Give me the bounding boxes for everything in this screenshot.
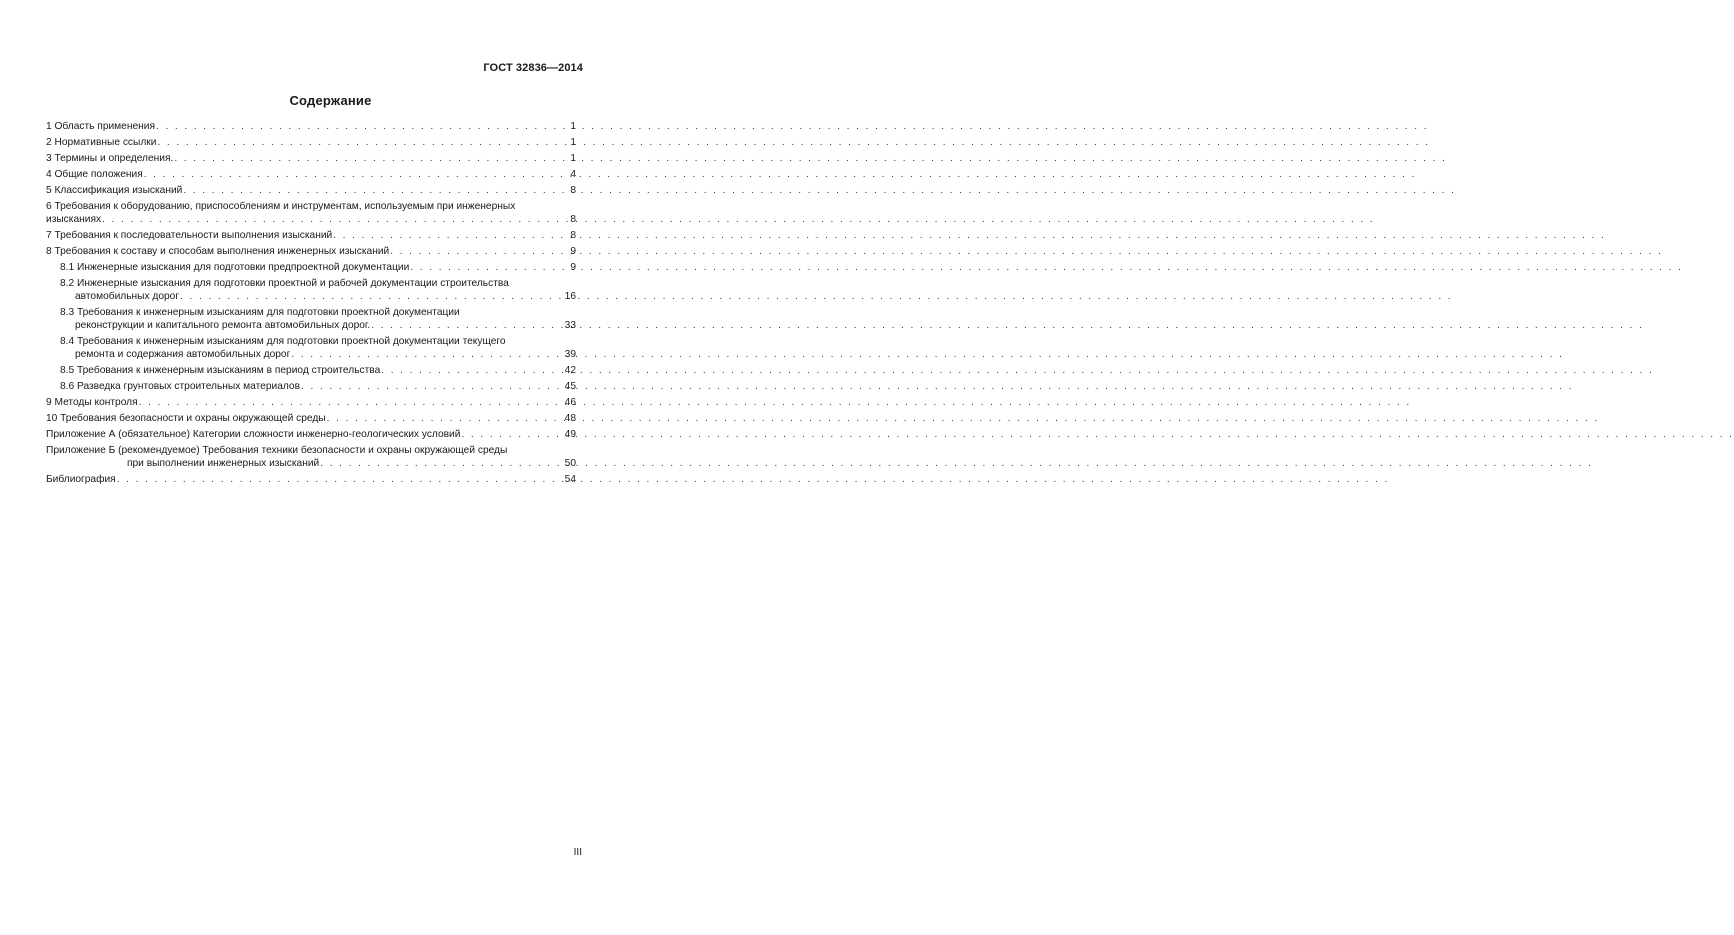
dot-leader (157, 136, 569, 149)
toc-page-number: 48 (564, 413, 576, 424)
toc-entry-text: 10 Требования безопасности и охраны окружающей среды (46, 413, 326, 424)
toc-entry-text-line1: Приложение Б (рекомендуемое) Требования техники безопасности и охраны окружающей среды (46, 445, 508, 456)
page-title: Содержание (289, 93, 372, 108)
dot-leader (410, 261, 569, 274)
toc-entry-appendix-a[interactable] (46, 428, 576, 441)
toc-page-number: 39 (564, 349, 576, 360)
dot-leader (333, 229, 569, 242)
toc-entry-4[interactable] (46, 168, 576, 181)
dot-leader (320, 457, 563, 470)
toc-entry-8-4[interactable] (46, 335, 576, 361)
document-code: ГОСТ 32836—2014 (483, 62, 583, 74)
dot-leader (180, 290, 564, 303)
toc-entry-text: ремонта и содержания автомобильных дорог (75, 349, 291, 360)
toc-entry-text: 2 Нормативные ссылки (46, 137, 157, 148)
dot-leader (301, 380, 564, 393)
toc-entry-8-6[interactable] (46, 380, 576, 393)
toc-page-number: 45 (564, 381, 576, 392)
toc-entry-text: 8 Требования к составу и способам выполнения инженерных изысканий (46, 246, 390, 257)
dot-leader (183, 184, 569, 197)
toc-entry-text: Приложение А (обязательное) Категории сложности инженерно-геологических условий (46, 429, 461, 440)
toc-entry-text: 4 Общие положения (46, 169, 143, 180)
toc-entry-8-1[interactable] (46, 261, 576, 274)
toc-entry-text: Библиография (46, 474, 116, 485)
dot-leader (371, 319, 563, 332)
toc-entry-2[interactable] (46, 136, 576, 149)
toc-page-number: 1 (570, 121, 576, 132)
toc-page-number: 1 (570, 153, 576, 164)
toc-entry-8-3[interactable] (46, 306, 576, 332)
toc-page-number: 1 (570, 137, 576, 148)
toc-entry-1[interactable] (46, 120, 576, 133)
toc-entry-5[interactable] (46, 184, 576, 197)
dot-leader (291, 348, 563, 361)
toc-entry-text-line1: 6 Требования к оборудованию, приспособлениям и инструментам, используемым при инженерных (46, 201, 516, 212)
toc-entry-8-5[interactable] (46, 364, 576, 377)
dot-leader (156, 120, 569, 133)
toc-page-number: 50 (564, 458, 576, 469)
toc-entry-appendix-b[interactable] (46, 444, 576, 470)
toc-entry-text: при выполнении инженерных изысканий (127, 458, 320, 469)
dot-leader (144, 168, 570, 181)
toc-entry-text-line1: 8.3 Требования к инженерным изысканиям для подготовки проектной документации (60, 307, 460, 318)
dot-leader (102, 213, 569, 226)
toc-entry-3[interactable] (46, 152, 576, 165)
toc-entry-8[interactable] (46, 245, 576, 258)
toc-page-number: 8 (570, 214, 576, 225)
toc-entry-text: 9 Методы контроля (46, 397, 138, 408)
dot-leader (461, 428, 563, 441)
toc-entry-text: 8.6 Разведка грунтовых строительных материалов (60, 381, 301, 392)
toc-entry-text: реконструкции и капитального ремонта автомобильных дорог. (75, 320, 371, 331)
dot-leader (381, 364, 563, 377)
toc-entry-8-2[interactable] (46, 277, 576, 303)
page-number: III (573, 847, 582, 858)
toc-entry-text: 8.5 Требования к инженерным изысканиям в период строительства (60, 365, 381, 376)
toc-page-number: 33 (564, 320, 576, 331)
toc-page-number: 8 (570, 230, 576, 241)
toc-entry-text: 3 Термины и определения. (46, 153, 174, 164)
toc-entry-text-line1: 8.4 Требования к инженерным изысканиям для подготовки проектной документации текущего (60, 336, 506, 347)
toc-page-number: 9 (570, 246, 576, 257)
toc-page-number: 54 (564, 474, 576, 485)
dot-leader (139, 396, 564, 409)
toc-page-number: 9 (570, 262, 576, 273)
dot-leader (117, 473, 564, 486)
toc-page-number: 16 (564, 291, 576, 302)
dot-leader (174, 152, 569, 165)
toc-entry-text-line1: 8.2 Инженерные изыскания для подготовки проектной и рабочей документации строительства (60, 278, 509, 289)
toc-page-number: 8 (570, 185, 576, 196)
toc-entry-text: 7 Требования к последовательности выполнения изысканий (46, 230, 333, 241)
toc-entry-text: автомобильных дорог (75, 291, 180, 302)
toc-entry-text: изысканиях (46, 214, 102, 225)
toc-page-number: 49 (564, 429, 576, 440)
toc-page-number: 42 (564, 365, 576, 376)
toc-page-number: 46 (564, 397, 576, 408)
toc-entry-7[interactable] (46, 229, 576, 242)
dot-leader (327, 412, 564, 425)
toc-entry-text: 8.1 Инженерные изыскания для подготовки предпроектной документации (60, 262, 410, 273)
table-of-contents (46, 120, 576, 489)
toc-entry-6[interactable] (46, 200, 576, 226)
toc-entry-bibliography[interactable] (46, 473, 576, 486)
toc-entry-text: 1 Область применения (46, 121, 155, 132)
dot-leader (390, 245, 569, 258)
toc-entry-text: 5 Классификация изысканий (46, 185, 183, 196)
toc-page-number: 4 (570, 169, 576, 180)
toc-entry-10[interactable] (46, 412, 576, 425)
toc-entry-9[interactable] (46, 396, 576, 409)
